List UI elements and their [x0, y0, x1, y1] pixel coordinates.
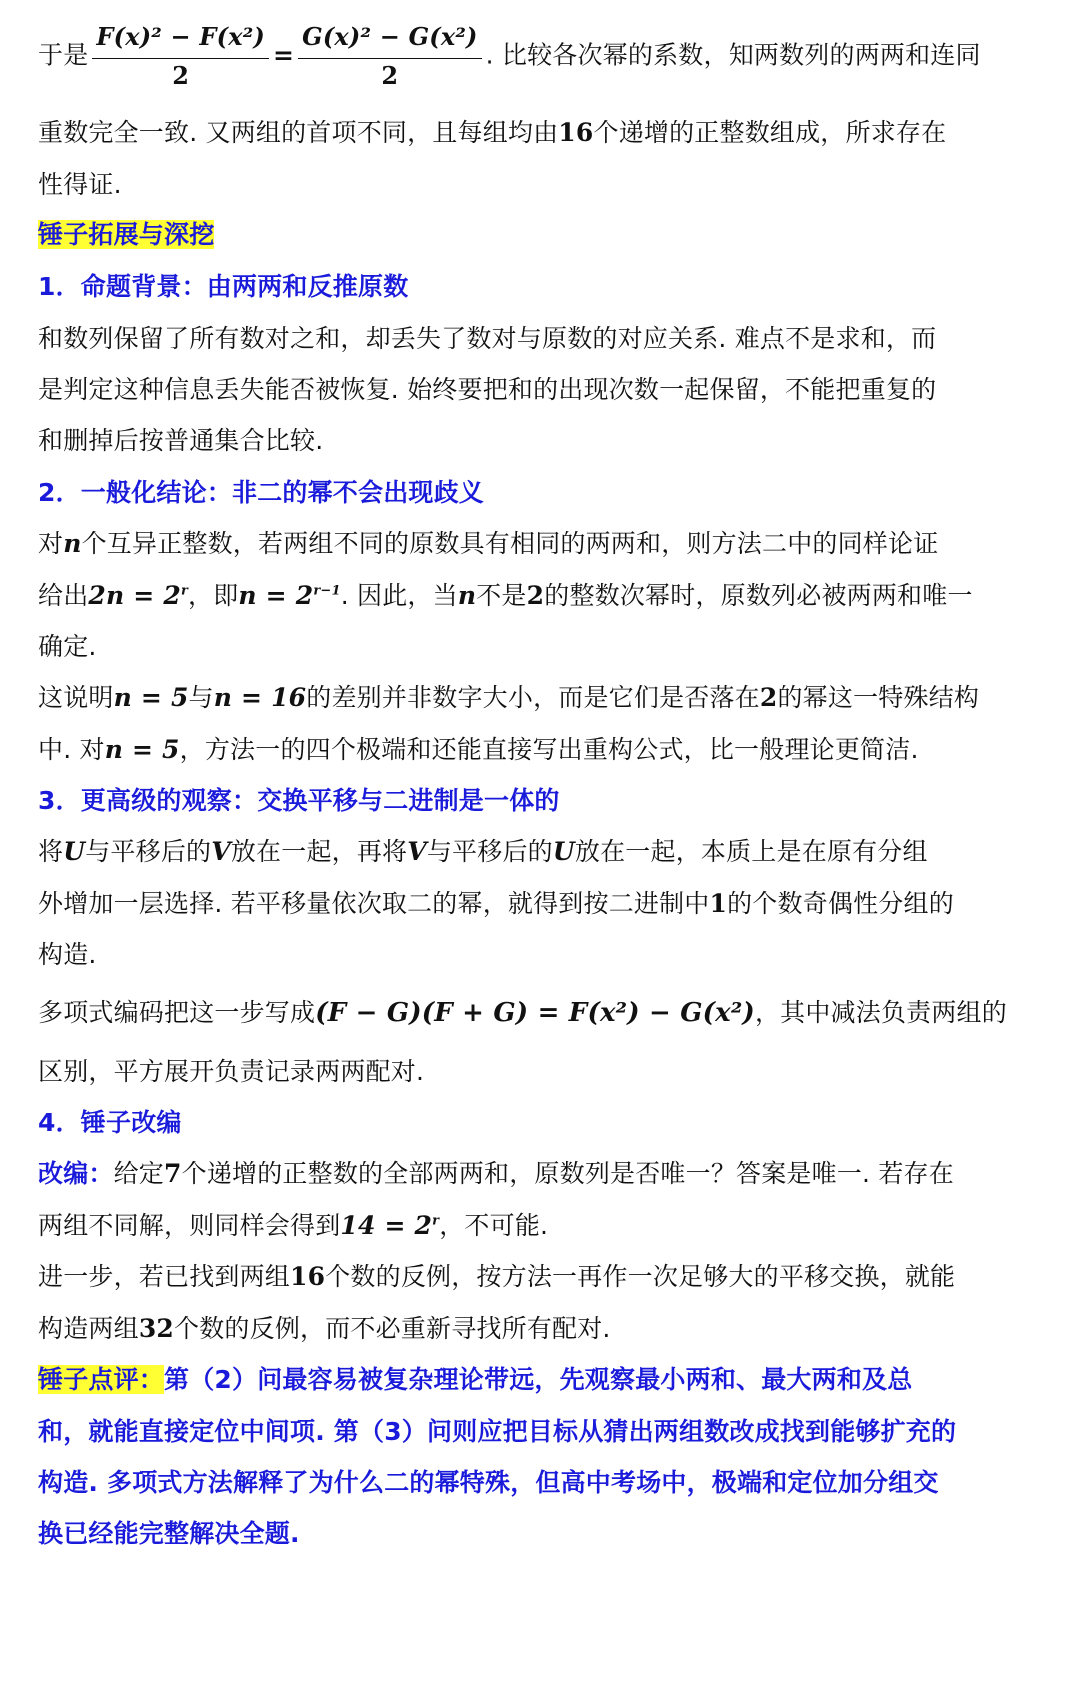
number: 16	[290, 1262, 326, 1291]
text-span: 个数的反例，按方法一再作一次足够大的平移交换，就能	[325, 1262, 956, 1291]
text-span: 两组不同解，则同样会得到	[38, 1211, 341, 1240]
adaptation-label: 改编：	[38, 1159, 114, 1188]
text-span: 个互异正整数，若两组不同的原数具有相同的两两和，则方法二中的同样论证	[81, 529, 939, 558]
text-span: 重数完全一致. 又两组的首项不同，且每组均由	[38, 118, 559, 147]
paragraph-line	[38, 116, 946, 150]
number: 32	[138, 1314, 175, 1343]
paragraph-line: 区别，平方展开负责记录两两配对.	[38, 1057, 425, 1086]
text-span: 第（2）问最容易被复杂理论带远，先观察最小两和、最大两和及总	[164, 1365, 913, 1394]
text-span: 将	[38, 837, 64, 866]
text-span: 不是	[476, 581, 527, 610]
math-exponent: r	[180, 583, 188, 599]
text-span: 多项式编码把这一步写成	[38, 998, 316, 1027]
math-exponent: r	[432, 1213, 440, 1229]
paragraph-line	[38, 887, 954, 921]
text-span: 与平移后的	[85, 837, 212, 866]
fraction-numerator: F(x)² − F(x²)	[92, 20, 269, 59]
number: 16	[558, 118, 594, 147]
text-span: 放在一起，再将	[230, 837, 408, 866]
text-span: 于是	[38, 40, 89, 70]
text-span: 个递增的正整数的全部两两和，原数列是否唯一？答案是唯一. 若存在	[181, 1159, 954, 1188]
equals-sign: =	[272, 40, 295, 70]
review-line: 换已经能完整解决全题.	[38, 1519, 300, 1548]
highlighted-title: 锤子拓展与深挖	[38, 220, 215, 249]
paragraph-line	[38, 168, 122, 202]
section-title	[38, 218, 214, 252]
paragraph-line: 是判定这种信息丢失能否被恢复. 始终要把和的出现次数一起保留，不能把重复的	[38, 375, 937, 404]
review-line: 和，就能直接定位中间项. 第（3）问则应把目标从猜出两组数改成找到能够扩充的	[38, 1417, 957, 1446]
heading-3: 3．更高级的观察：交换平移与二进制是一体的	[38, 786, 560, 815]
paragraph-line	[38, 733, 919, 767]
fraction-denominator: 2	[381, 61, 399, 90]
math-expr: n = 16	[213, 683, 307, 712]
paragraph-line	[38, 1260, 955, 1294]
paragraph-line: 和数列保留了所有数对之和，却丢失了数对与原数的对应关系. 难点不是求和，而	[38, 324, 937, 353]
text-span: . 比较各次幂的系数，知两数列的两两和连同	[485, 40, 981, 70]
text-span: 中. 对	[38, 735, 105, 764]
math-var: U	[552, 837, 575, 866]
text-span: 的整数次幂时，原数列必被两两和唯一	[544, 581, 973, 610]
number: 7	[164, 1159, 182, 1188]
math-base: 14 = 2	[340, 1211, 433, 1240]
text-span: 给出	[38, 581, 89, 610]
text-span: 对	[38, 529, 64, 558]
text-span: 的幂这一特殊结构	[777, 683, 980, 712]
heading-1: 1．命题背景：由两两和反推原数	[38, 272, 409, 301]
review-line	[38, 1363, 912, 1397]
math-expr	[88, 581, 188, 610]
fraction-right	[298, 20, 481, 93]
review-label: 锤子点评：	[38, 1365, 165, 1394]
text-span: 性得证.	[38, 170, 122, 199]
math-var: n	[457, 581, 477, 610]
paragraph-line	[38, 1209, 548, 1243]
number: 2	[759, 683, 778, 712]
text-span: 这说明	[38, 683, 114, 712]
math-var: V	[407, 837, 427, 866]
fraction-denominator: 2	[172, 61, 190, 90]
text-span: 给定	[113, 1159, 165, 1188]
text-span: 与	[188, 683, 214, 712]
text-span: 个数的反例，而不必重新寻找所有配对.	[174, 1314, 611, 1343]
review-line: 构造. 多项式方法解释了为什么二的幂特殊，但高中考场中，极端和定位加分组交	[38, 1468, 939, 1497]
paragraph-line	[38, 835, 928, 869]
text-span: 外增加一层选择. 若平移量依次取二的幂，就得到按二进制中	[38, 889, 710, 918]
text-span: 个递增的正整数组成，所求存在	[593, 118, 947, 147]
fraction-numerator: G(x)² − G(x²)	[298, 20, 481, 59]
math-base: 2n = 2	[88, 581, 181, 610]
equation-line	[38, 20, 981, 93]
math-exponent: r−1	[313, 583, 341, 599]
number: 2	[526, 581, 545, 610]
text-span: ，不可能.	[439, 1211, 549, 1240]
text-span: ，即	[188, 581, 239, 610]
math-expr	[238, 581, 340, 610]
heading-4: 4．锤子改编	[38, 1108, 182, 1137]
math-var: n	[63, 529, 82, 558]
paragraph-line	[38, 681, 979, 715]
paragraph-line	[38, 527, 938, 561]
text-span: 的个数奇偶性分组的	[727, 889, 954, 918]
text-span: . 因此，当	[340, 581, 458, 610]
paragraph-line: 和删掉后按普通集合比较.	[38, 426, 324, 455]
fraction-left	[92, 20, 269, 93]
paragraph-line	[38, 1157, 954, 1191]
paragraph-line: 确定.	[38, 632, 97, 661]
text-span: ，其中减法负责两组的	[754, 998, 1007, 1027]
math-expr: n = 5	[113, 683, 189, 712]
math-var: V	[211, 837, 231, 866]
paragraph-line	[38, 993, 1007, 1033]
paragraph-line	[38, 1312, 611, 1346]
math-expr: n = 5	[104, 735, 180, 764]
math-expr: (F − G)(F + G) = F(x²) − G(x²)	[315, 998, 755, 1028]
text-span: 的差别并非数字大小，而是它们是否落在	[306, 683, 760, 712]
math-base: n = 2	[238, 581, 314, 610]
text-span: 构造两组	[38, 1314, 139, 1343]
text-span: 进一步，若已找到两组	[38, 1262, 291, 1291]
paragraph-line: 构造.	[38, 940, 97, 969]
text-span: ，方法一的四个极端和还能直接写出重构公式，比一般理论更简洁.	[179, 735, 919, 764]
number: 1	[709, 889, 728, 918]
math-expr	[340, 1211, 439, 1240]
text-span: 与平移后的	[426, 837, 553, 866]
heading-2: 2．一般化结论：非二的幂不会出现歧义	[38, 478, 484, 507]
math-var: U	[63, 837, 86, 866]
text-span: 放在一起，本质上是在原有分组	[574, 837, 928, 866]
paragraph-line	[38, 579, 973, 613]
